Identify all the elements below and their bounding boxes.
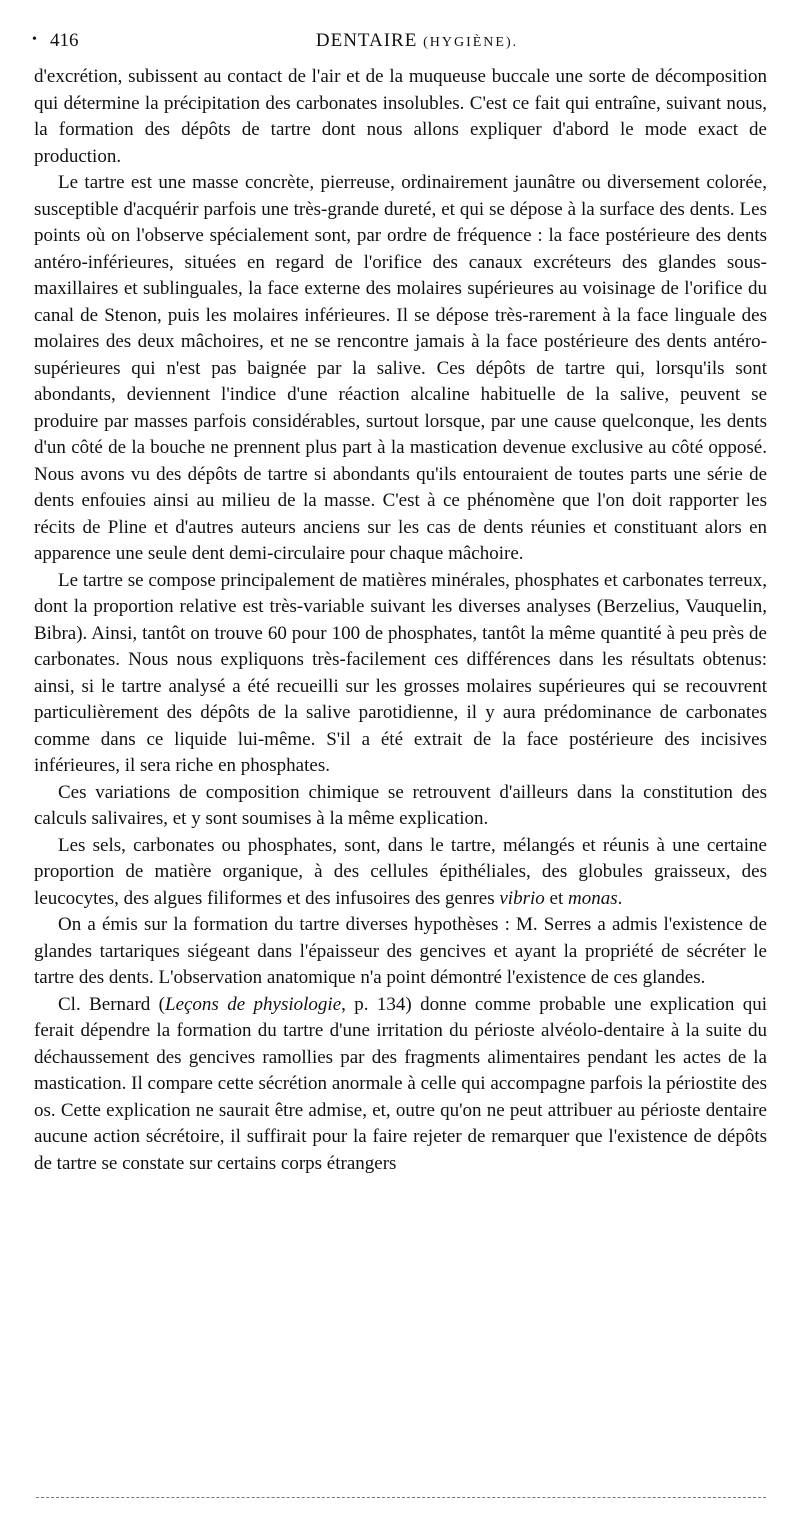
footer-rule [36,1497,766,1498]
paragraph-sels-organiques [34,833,767,913]
margin-mark: • [32,32,37,47]
paragraph-text: , p. 134) donne comme probable une explication qui ferait dépendre la formation du tartre d'une irritation du périoste alvéolo-dentaire à la suite du déchaussement des gencives ramollies par des fragments alimentaires pendant les actes de la mastication. Il compare cette sécrétion anormale à celle qui accompagne parfois la périostite des os. Cette explication ne saurait être admise, et, outre qu'on ne peut attribuer au périoste dentaire aucune action sécrétoire, il suffirait pour la faire rejeter de remarquer que l'existence de dépôts de tartre se constate sur certains corps étrangers [34,993,767,1174]
paragraph-calculs-salivaires: Ces variations de composition chimique se retrouvent d'ailleurs dans la constitution des calculs salivaires, et y sont soumises à la même explication. [34,781,767,829]
body-text [34,64,767,1177]
page-number: 416 [50,30,79,51]
paragraph-continuation: d'excrétion, subissent au contact de l'air et de la muqueuse buccale une sorte de décomposition qui détermine la précipitation des carbonates insolubles. C'est ce fait qui entraîne, suivant nous, la formation des dépôts de tartre dont nous allons expliquer d'abord le mode exact de production. [34,66,767,167]
running-title-subject: (HYGIÈNE). [423,35,519,50]
running-title-main: DENTAIRE [315,30,418,51]
paragraph-text: Cl. Bernard ( [58,993,165,1015]
italic-term: monas [567,887,618,909]
italic-term: vibrio [499,887,545,909]
paragraph-bernard [34,992,767,1178]
running-title [32,30,772,52]
italic-citation: Leçons de physiologie [165,993,342,1015]
paragraph-hypotheses: On a émis sur la formation du tartre diverses hypothèses : M. Serres a admis l'existence de glandes tartariques siégeant dans l'épaisseur des gencives et ayant la propriété de sécréter le tartre des dents. L'observation anatomique n'a point démontré l'existence de ces glandes. [34,914,767,988]
paragraph-text: Les sels, carbonates ou phosphates, sont, dans le tartre, mélangés et réunis à une certaine proportion de matière organique, à des cellules épithéliales, des globules graisseux, des leucocytes, des algues filiformes et des infusoires des genres [34,834,767,909]
paragraph-text: et [544,887,568,909]
paragraph-tartre-composition: Le tartre se compose principalement de matières minérales, phosphates et carbonates terreux, dont la proportion relative est très-variable suivant les diverses analyses (Berzelius, Vauquelin, Bibra). Ainsi, tantôt on trouve 60 pour 100 de phosphates, tantôt la même quantité à peu près de carbonates. Nous nous expliquons très-facilement ces différences dans les résultats obtenus: ainsi, si le tartre analysé a été recueilli sur les grosses molaires supérieures qui se recouvrent particulièrement des dépôts de la salive parotidienne, il y aura prédominance de carbonates comme dans ce liquide lui-même. S'il a été extrait de la face postérieure des incisives inférieures, il sera riche en phosphates. [34,569,767,776]
paragraph-text: . [617,887,623,909]
paragraph-tartre-definition: Le tartre est une masse concrète, pierreuse, ordinairement jaunâtre ou diversement colorée, susceptible d'acquérir parfois une très-grande dureté, et qui se dépose à la surface des dents. Les points où on l'observe spécialement sont, par ordre de fréquence : la face postérieure des dents antéro-inférieures, situées en regard de l'orifice des canaux excréteurs des glandes sous-maxillaires et sublinguales, la face externe des molaires supérieures au voisinage de l'orifice du canal de Stenon, puis les molaires inférieures. Il se dépose très-rarement à la face linguale des molaires des deux mâchoires, et ne se rencontre jamais à la face postérieure des dents antéro-supérieures qui n'est pas baignée par la salive. Ces dépôts de tartre qui, lorsqu'ils sont abondants, deviennent l'indice d'une réaction alcaline habituelle de la salive, peuvent se produire par masses parfois considérables, surtout lorsque, par une cause quelconque, les dents d'un côté de la bouche ne prennent plus part à la mastication devenue exclusive au côté opposé. Nous avons vu des dépôts de tartre si abondants qu'ils entouraient de toutes parts une série de dents enfouies ainsi au milieu de la masse. C'est à ce phénomène que l'on doit rapporter les récits de Pline et d'autres auteurs anciens sur les cas de dents réunies et constituant alors en apparence une seule dent demi-circulaire pour chaque mâchoire. [34,172,767,564]
page-header [32,30,772,60]
